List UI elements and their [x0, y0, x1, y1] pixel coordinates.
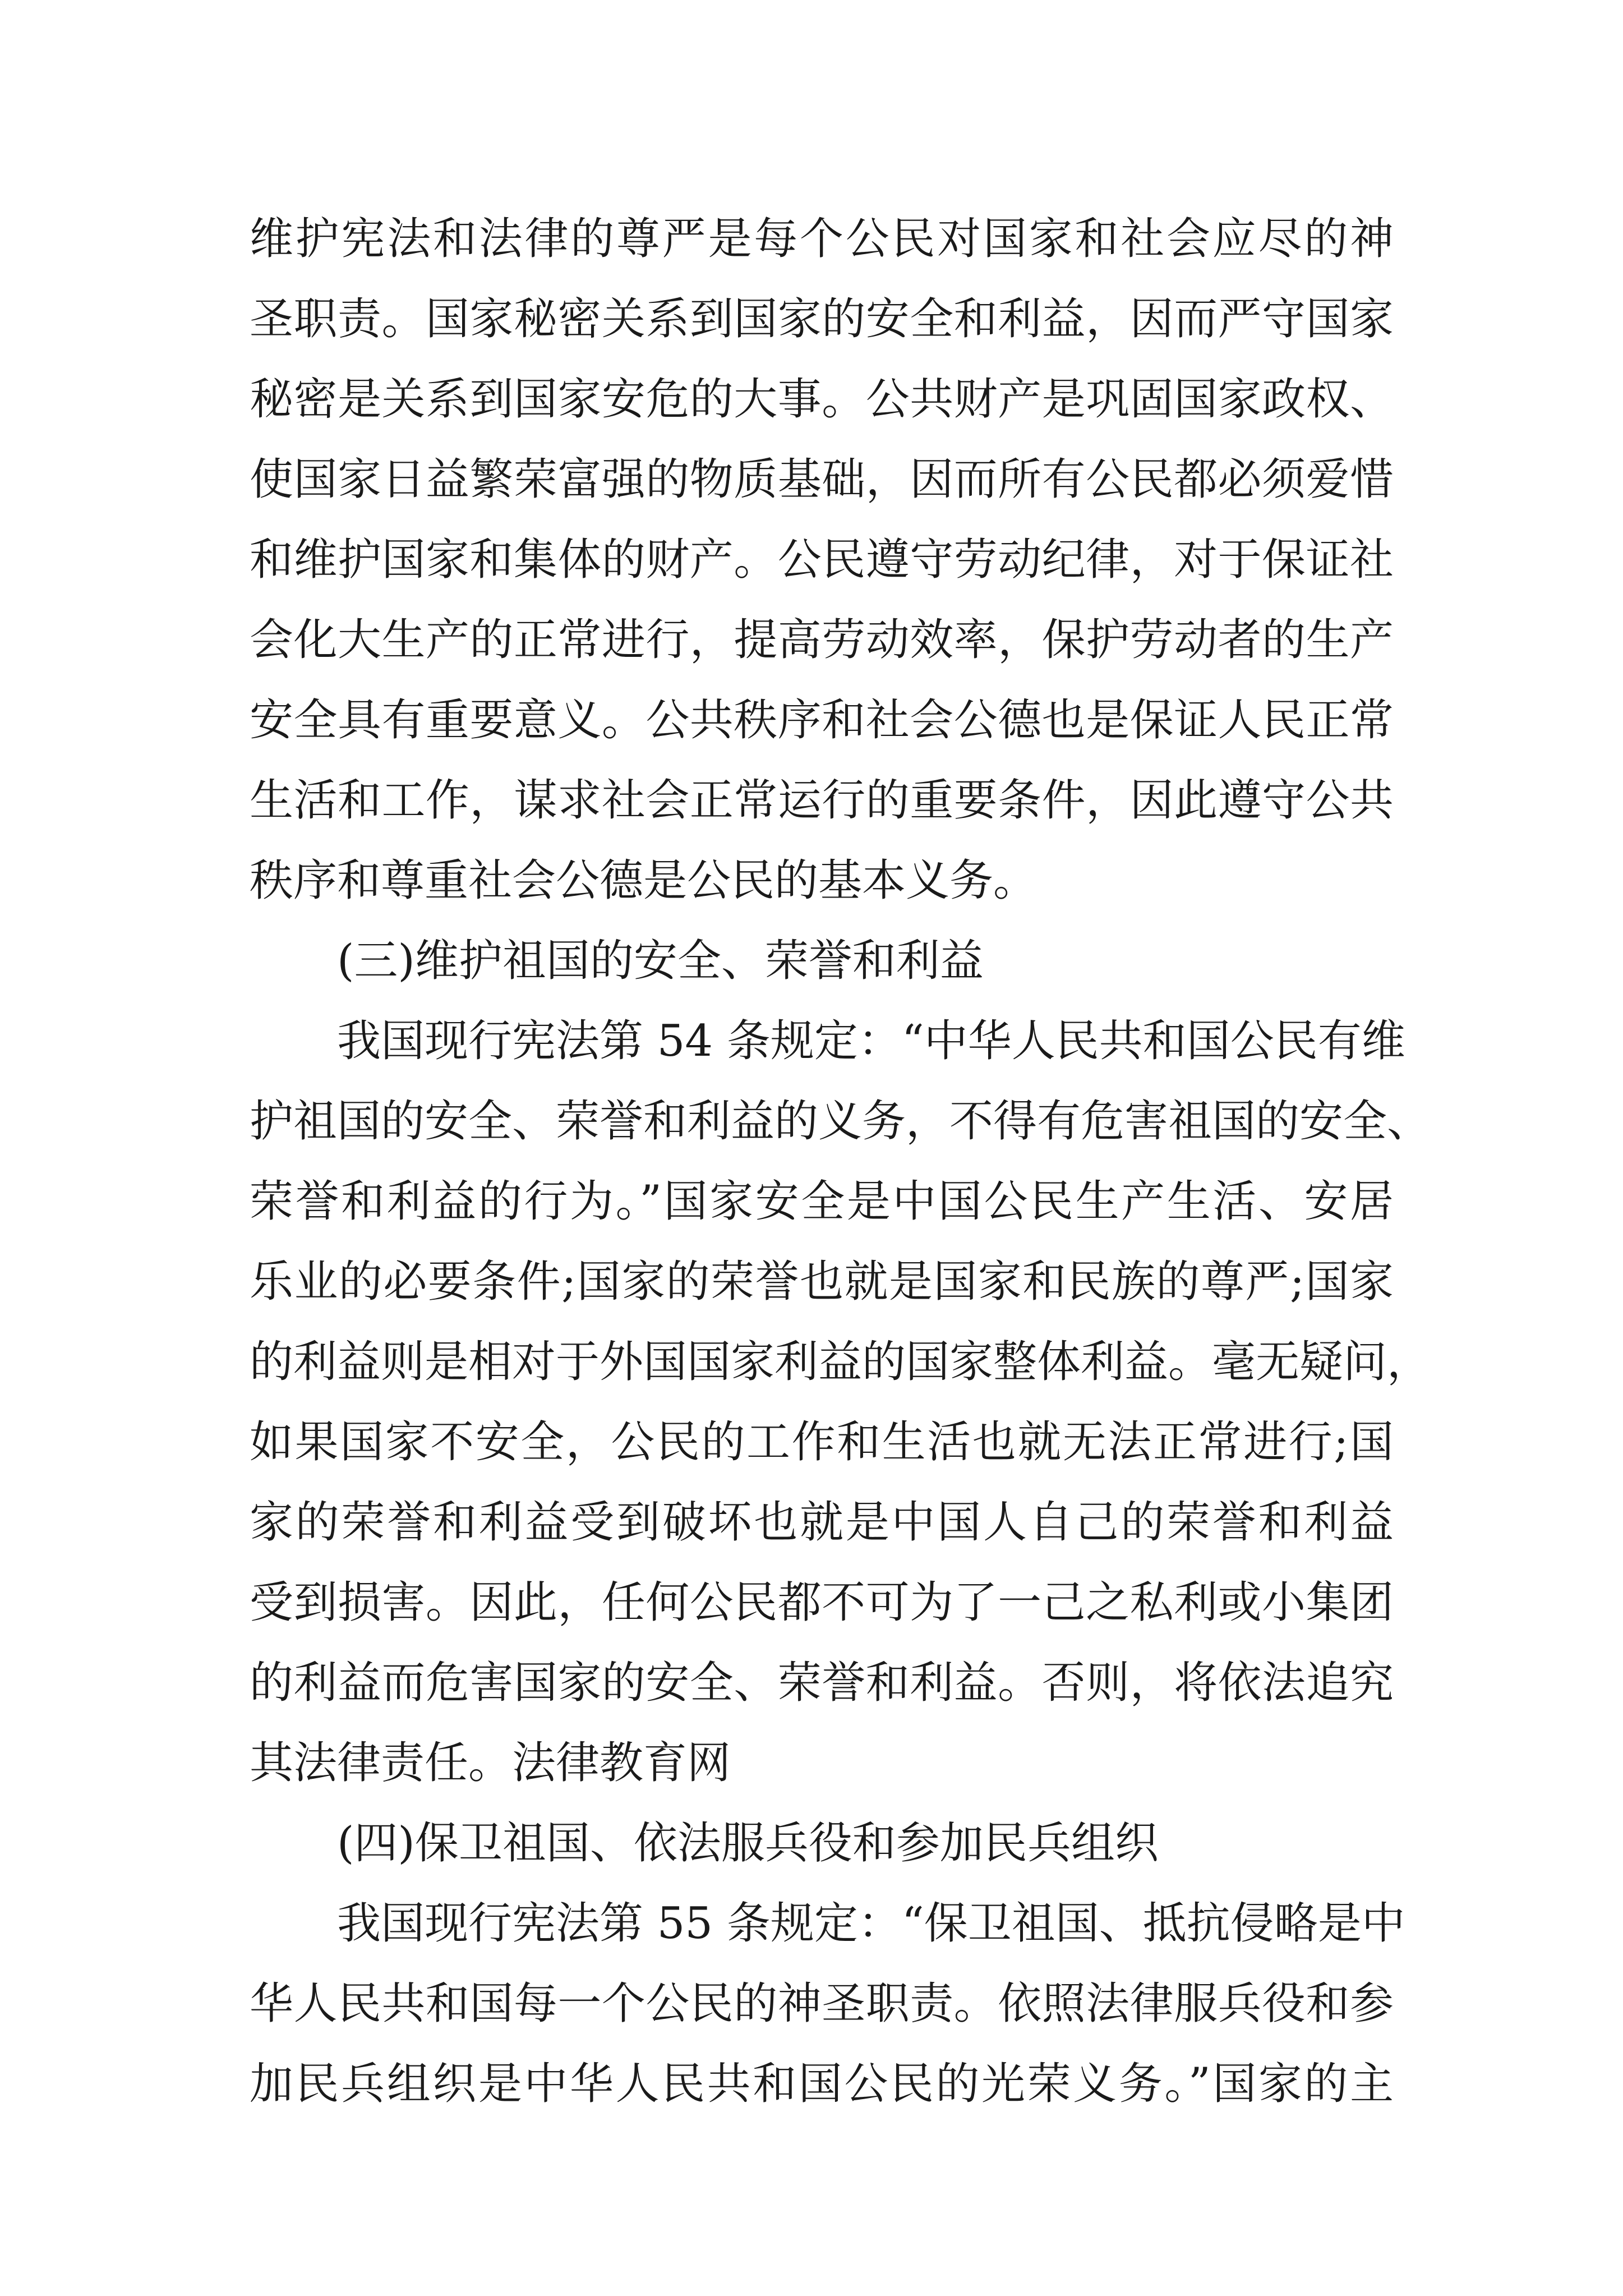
text-line: 安全具有重要意义。公共秩序和社会公德也是保证人民正常 [250, 695, 1394, 746]
text-line: 其法律责任。法律教育网 [250, 1738, 731, 1788]
document-body [250, 199, 1431, 2124]
section-heading: (三)维护祖国的安全、荣誉和利益 [337, 936, 984, 986]
text-line: 乐业的必要条件;国家的荣誉也就是国家和民族的尊严;国家 [250, 1257, 1394, 1307]
text-line: 和维护国家和集体的财产。公民遵守劳动纪律，对于保证社 [250, 535, 1394, 585]
text-line: 受到损害。因此，任何公民都不可为了一己之私利或小集团 [250, 1577, 1394, 1628]
text-line: 加民兵组织是中华人民共和国公民的光荣义务。”国家的主 [250, 2059, 1394, 2109]
text-line: 秘密是关系到国家安危的大事。公共财产是巩固国家政权、 [250, 374, 1394, 425]
text-line: 荣誉和利益的行为。”国家安全是中国公民生产生活、安居 [250, 1176, 1394, 1227]
text-line: 我国现行宪法第 55 条规定：“保卫祖国、抵抗侵略是中 [337, 1898, 1405, 1949]
text-line: 使国家日益繁荣富强的物质基础，因而所有公民都必须爱惜 [250, 454, 1394, 505]
text-line: 如果国家不安全，公民的工作和生活也就无法正常进行;国 [250, 1417, 1394, 1467]
section-heading: (四)保卫祖国、依法服兵役和参加民兵组织 [337, 1818, 1159, 1869]
text-line: 家的荣誉和利益受到破坏也就是中国人自己的荣誉和利益 [250, 1497, 1394, 1548]
text-line: 的利益而危害国家的安全、荣誉和利益。否则，将依法追究 [250, 1658, 1394, 1708]
text-line: 维护宪法和法律的尊严是每个公民对国家和社会应尽的神 [250, 214, 1394, 264]
text-line: 秩序和尊重社会公德是公民的基本义务。 [250, 855, 1038, 906]
text-line: 生活和工作，谋求社会正常运行的重要条件，因此遵守公共 [250, 775, 1394, 826]
text-line: 会化大生产的正常进行，提高劳动效率，保护劳动者的生产 [250, 615, 1394, 665]
text-line: 我国现行宪法第 54 条规定：“中华人民共和国公民有维 [337, 1016, 1405, 1066]
text-line: 圣职责。国家秘密关系到国家的安全和利益，因而严守国家 [250, 294, 1394, 344]
text-line: 的利益则是相对于外国国家利益的国家整体利益。毫无疑问， [250, 1337, 1431, 1387]
text-line: 护祖国的安全、荣誉和利益的义务，不得有危害祖国的安全、 [250, 1096, 1431, 1147]
text-line: 华人民共和国每一个公民的神圣职责。依照法律服兵役和参 [250, 1978, 1394, 2029]
